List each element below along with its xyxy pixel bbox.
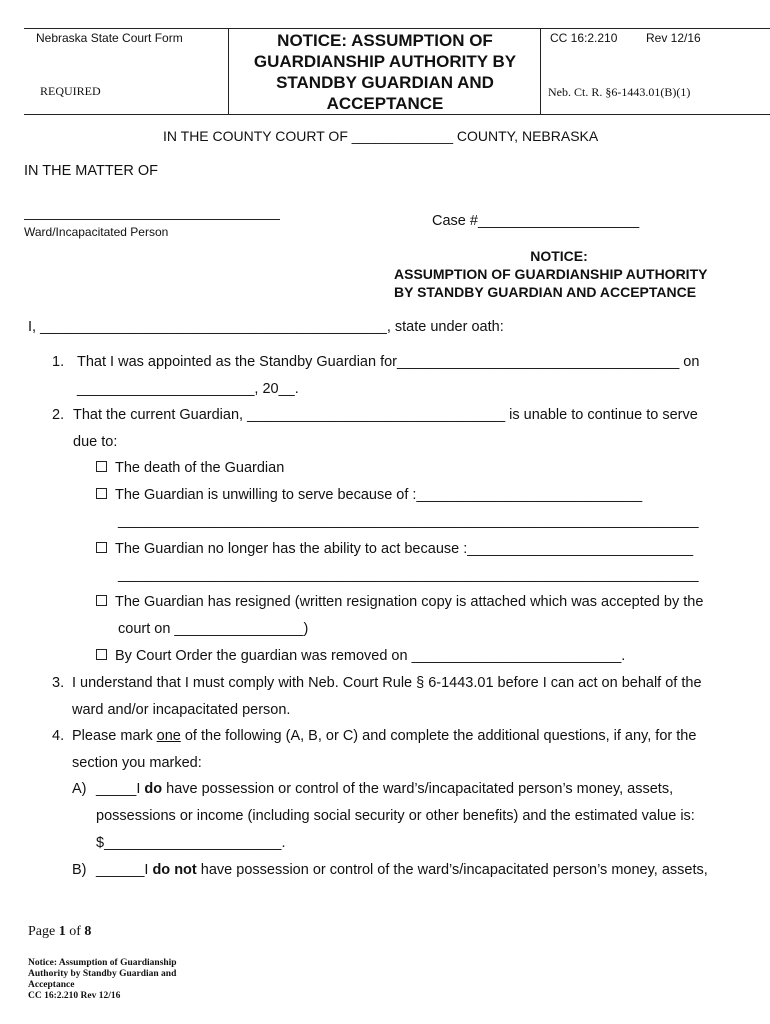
item2-line2: due to: [73,434,118,450]
item4-line1 [72,728,696,744]
rule-reference: Neb. Ct. R. §6-1443.01(B)(1) [548,85,691,99]
form-title-line: GUARDIANSHIP AUTHORITY BY [253,52,517,71]
item3-line1: I understand that I must comply with Neb. Court Rule § 6-1443.01 before I can act on behalf of the [72,675,702,691]
checkbox-icon[interactable] [96,461,107,472]
option-text: By Court Order the guardian was removed on __________________________. [115,648,626,664]
option-a-text: have possession or control of the ward’s/incapacitated person’s money, assets, [162,781,674,797]
notice-title [394,247,754,301]
form-label: Nebraska State Court Form [36,31,183,45]
item-number: 3. [52,675,65,691]
header-bottom-rule [24,114,770,115]
option-a-do: do [144,781,163,797]
checkbox-icon[interactable] [96,595,107,606]
item4-text: Please mark [72,728,157,744]
ward-name-line[interactable] [24,219,280,220]
option-a-label: A) [72,781,87,797]
option-text: The death of the Guardian [115,460,285,476]
option-no-ability[interactable] [96,541,693,557]
revision-date: Rev 12/16 [646,31,701,45]
item3-line2: ward and/or incapacitated person. [72,702,291,718]
footer-line: Acceptance [28,980,75,990]
option-a-value[interactable]: $______________________. [96,835,286,851]
footer-form-info [28,958,228,1002]
option-b-text: have possession or control of the ward’s/incapacitated person’s money, assets, [196,862,708,878]
item4-text: of the following (A, B, or C) and complete the additional questions, if any, for the [180,728,697,744]
form-title-line: STANDBY GUARDIAN AND [276,73,494,92]
option-text: The Guardian is unwilling to serve because of :____________________________ [115,487,643,503]
notice-title-line: NOTICE: [530,248,588,264]
item2-line1[interactable]: That the current Guardian, ________________________________ is unable to continue to serve [73,407,698,423]
checkbox-icon[interactable] [96,649,107,660]
option-text: The Guardian has resigned (written resignation copy is attached which was accepted by the [115,594,704,610]
notice-title-line: ASSUMPTION OF GUARDIANSHIP AUTHORITY [394,266,708,282]
footer-line: CC 16:2.210 Rev 12/16 [28,991,121,1001]
form-number: CC 16:2.210 [550,31,618,45]
form-title [230,30,540,114]
footer-line: Notice: Assumption of Guardianship [28,958,177,968]
option-b-do-not: do not [152,862,197,878]
option-b-line1[interactable] [96,862,708,878]
ward-label: Ward/Incapacitated Person [24,225,169,239]
option-a-line1[interactable] [96,781,673,797]
page-of: of [65,924,85,939]
page-number: 1 [58,924,66,939]
item4-one: one [156,728,181,744]
oath-line[interactable]: I, ___________________________________________, state under oath: [28,319,504,335]
notice-title-line: BY STANDBY GUARDIAN AND ACCEPTANCE [394,284,697,300]
option-unwilling-continuation[interactable]: ________________________________________________________________________ [118,513,699,529]
option-b-blank[interactable]: ______I [96,862,153,878]
form-title-line: ACCEPTANCE [326,94,444,113]
header-divider-left [228,28,229,114]
form-title-line: NOTICE: ASSUMPTION OF [277,31,493,50]
checkbox-icon[interactable] [96,488,107,499]
page-total: 8 [84,924,92,939]
option-a-line2: possessions or income (including social security or other benefits) and the estimated value is: [96,808,695,824]
matter-heading: IN THE MATTER OF [24,163,158,179]
checkbox-icon[interactable] [96,542,107,553]
item-number: 1. [52,354,65,370]
option-b-label: B) [72,862,87,878]
footer-line: Authority by Standby Guardian and [28,969,177,979]
item4-line2: section you marked: [72,755,202,771]
page-word: Page [28,924,59,939]
option-text: The Guardian no longer has the ability to act because :____________________________ [115,541,694,557]
header-top-rule [24,28,770,29]
option-death[interactable] [96,460,284,476]
item-number: 2. [52,407,65,423]
header-divider-right [540,28,541,114]
option-a-blank[interactable]: _____I [96,781,145,797]
page-indicator [28,924,91,940]
option-unwilling[interactable] [96,487,642,503]
option-resigned-line2[interactable]: court on ________________) [118,621,309,637]
court-line: IN THE COUNTY COURT OF _____________ COUNTY, NEBRASKA [163,128,599,144]
item1-line1[interactable]: That I was appointed as the Standby Guardian for___________________________________ on [77,354,700,370]
option-no-ability-continuation[interactable]: ________________________________________________________________________ [118,567,699,583]
item1-line2[interactable]: ______________________, 20__. [77,381,299,397]
required-label: REQUIRED [40,84,101,98]
case-number[interactable]: Case #____________________ [432,213,640,229]
item-number: 4. [52,728,65,744]
option-resigned[interactable] [96,594,703,610]
option-removed[interactable] [96,648,625,664]
